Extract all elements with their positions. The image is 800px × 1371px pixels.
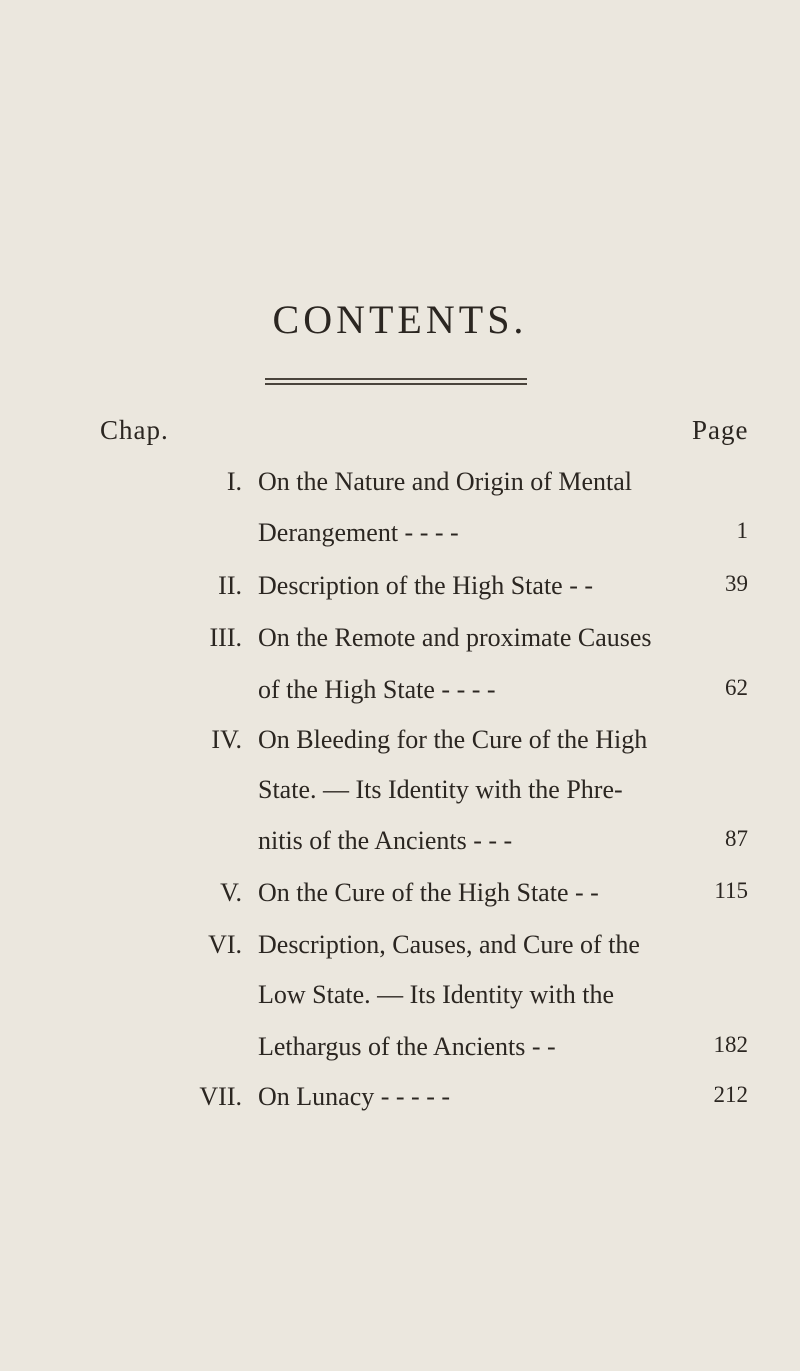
chapter-title-line: Lethargus of the Ancients - - [258,1032,556,1061]
page-number: 1 [736,518,748,543]
toc-entry-iv-cont2 [0,826,800,866]
chapter-number: V. [220,878,242,907]
toc-entry-iii [0,623,800,663]
toc-entry-vi-cont2 [0,1032,800,1072]
page-number: 115 [714,878,748,903]
chapter-number: IV. [211,725,242,754]
toc-entry-vi-cont [0,980,800,1020]
page-title: CONTENTS. [272,297,528,342]
toc-entry-iv [0,725,800,765]
chapter-title-line: On the Cure of the High State - - [258,878,599,907]
chapter-title-line: On the Nature and Origin of Mental [258,467,633,496]
chapter-title-line: Description of the High State - - [258,571,594,600]
page-number: 182 [713,1032,748,1057]
toc-entry-v [0,878,800,918]
chapter-title-line: Derangement - - - - [258,518,459,547]
title-rule [265,378,527,380]
chapter-title-line: State. — Its Identity with the Phre- [258,775,623,804]
toc-entry-vii [0,1082,800,1122]
chapter-number: I. [226,467,242,496]
title-rule-lower [265,383,527,385]
page-number: 87 [725,826,748,851]
chapter-title-line: of the High State - - - - [258,675,496,704]
toc-entry-i [0,467,800,507]
toc-entry-i-cont [0,518,800,558]
chapter-title-line: On Bleeding for the Cure of the High [258,725,648,754]
page-number: 212 [713,1082,748,1107]
page-number: 39 [725,571,748,596]
chapter-number: VI. [208,930,242,959]
toc-entry-vi [0,930,800,970]
chapter-title-line: Low State. — Its Identity with the [258,980,615,1009]
chapter-title-line: On Lunacy - - - - - [258,1082,451,1111]
chap-header: Chap. [100,415,169,445]
chapter-number: VII. [199,1082,242,1111]
toc-entry-iv-cont [0,775,800,815]
page-header: Page [692,415,749,445]
page-number: 62 [725,675,748,700]
chapter-number: III. [209,623,242,652]
chapter-title-line: Description, Causes, and Cure of the [258,930,640,959]
chapter-title-line: On the Remote and proximate Causes [258,623,652,652]
chapter-number: II. [218,571,242,600]
chapter-title-line: nitis of the Ancients - - - [258,826,513,855]
toc-entry-ii [0,571,800,611]
toc-entry-iii-cont [0,675,800,715]
